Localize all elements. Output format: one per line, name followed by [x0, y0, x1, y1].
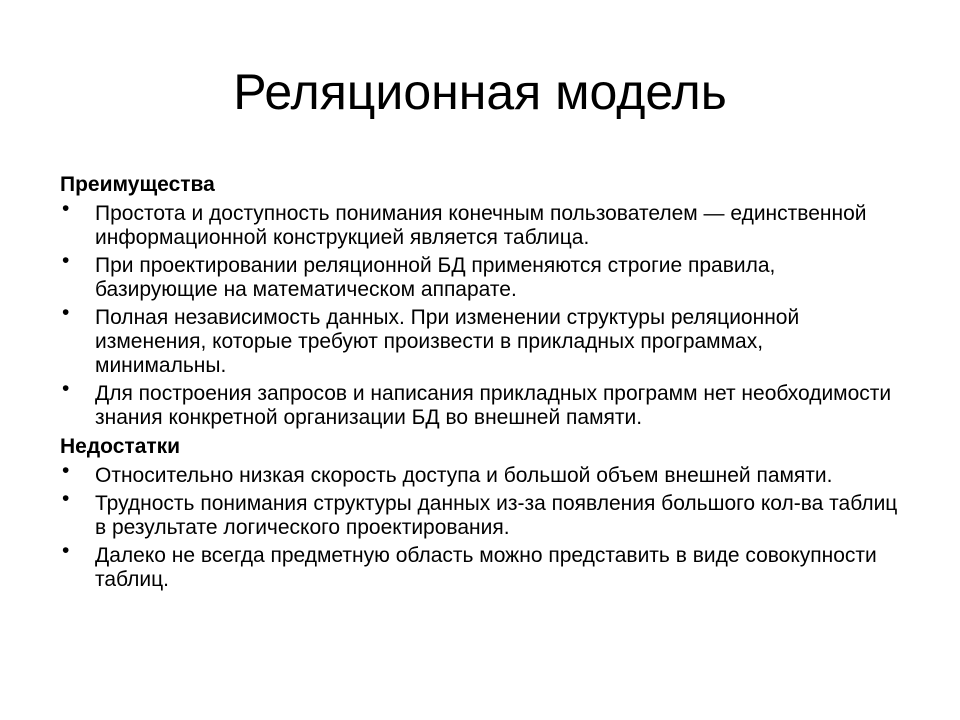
advantages-list [60, 197, 900, 430]
disadvantage-text: Далеко не всегда предметную область можно представить в виде совокупности таблиц. [95, 544, 877, 591]
advantage-item [60, 249, 900, 302]
disadvantages-heading: Недостатки [60, 435, 181, 458]
advantage-item [60, 197, 900, 250]
advantage-text: Полная независимость данных. При изменении структуры реляционной изменения, которые требуют произвести в прикладных программах, минимальны. [95, 306, 800, 377]
advantage-text: Для построения запросов и написания прикладных программ нет необходимости знания конкретной организации БД во внешней памяти. [95, 382, 892, 429]
disadvantages-list [60, 459, 900, 592]
disadvantage-item [60, 459, 900, 488]
bullet-icon: • [62, 459, 70, 482]
bullet-icon: • [62, 487, 70, 510]
bullet-icon: • [62, 197, 70, 220]
bullet-icon: • [62, 249, 70, 272]
disadvantage-text: Относительно низкая скорость доступа и большой объем внешней памяти. [95, 464, 833, 487]
disadvantage-item [60, 487, 900, 540]
slide-title: Реляционная модель [233, 64, 727, 120]
bullet-icon: • [62, 377, 70, 400]
advantages-heading: Преимущества [60, 173, 215, 196]
slide-content [60, 172, 900, 596]
advantage-text: При проектировании реляционной БД применяются строгие правила, базирующие на математическом аппарате. [95, 254, 776, 301]
advantage-text: Простота и доступность понимания конечным пользователем — единственной информационной конструкцией является таблица. [95, 202, 867, 249]
advantage-item [60, 301, 900, 378]
bullet-icon: • [62, 539, 70, 562]
disadvantage-item [60, 539, 900, 592]
advantage-item [60, 377, 900, 430]
bullet-icon: • [62, 301, 70, 324]
disadvantage-text: Трудность понимания структуры данных из-за появления большого кол-ва таблиц в результате логического проектирования. [95, 492, 898, 539]
